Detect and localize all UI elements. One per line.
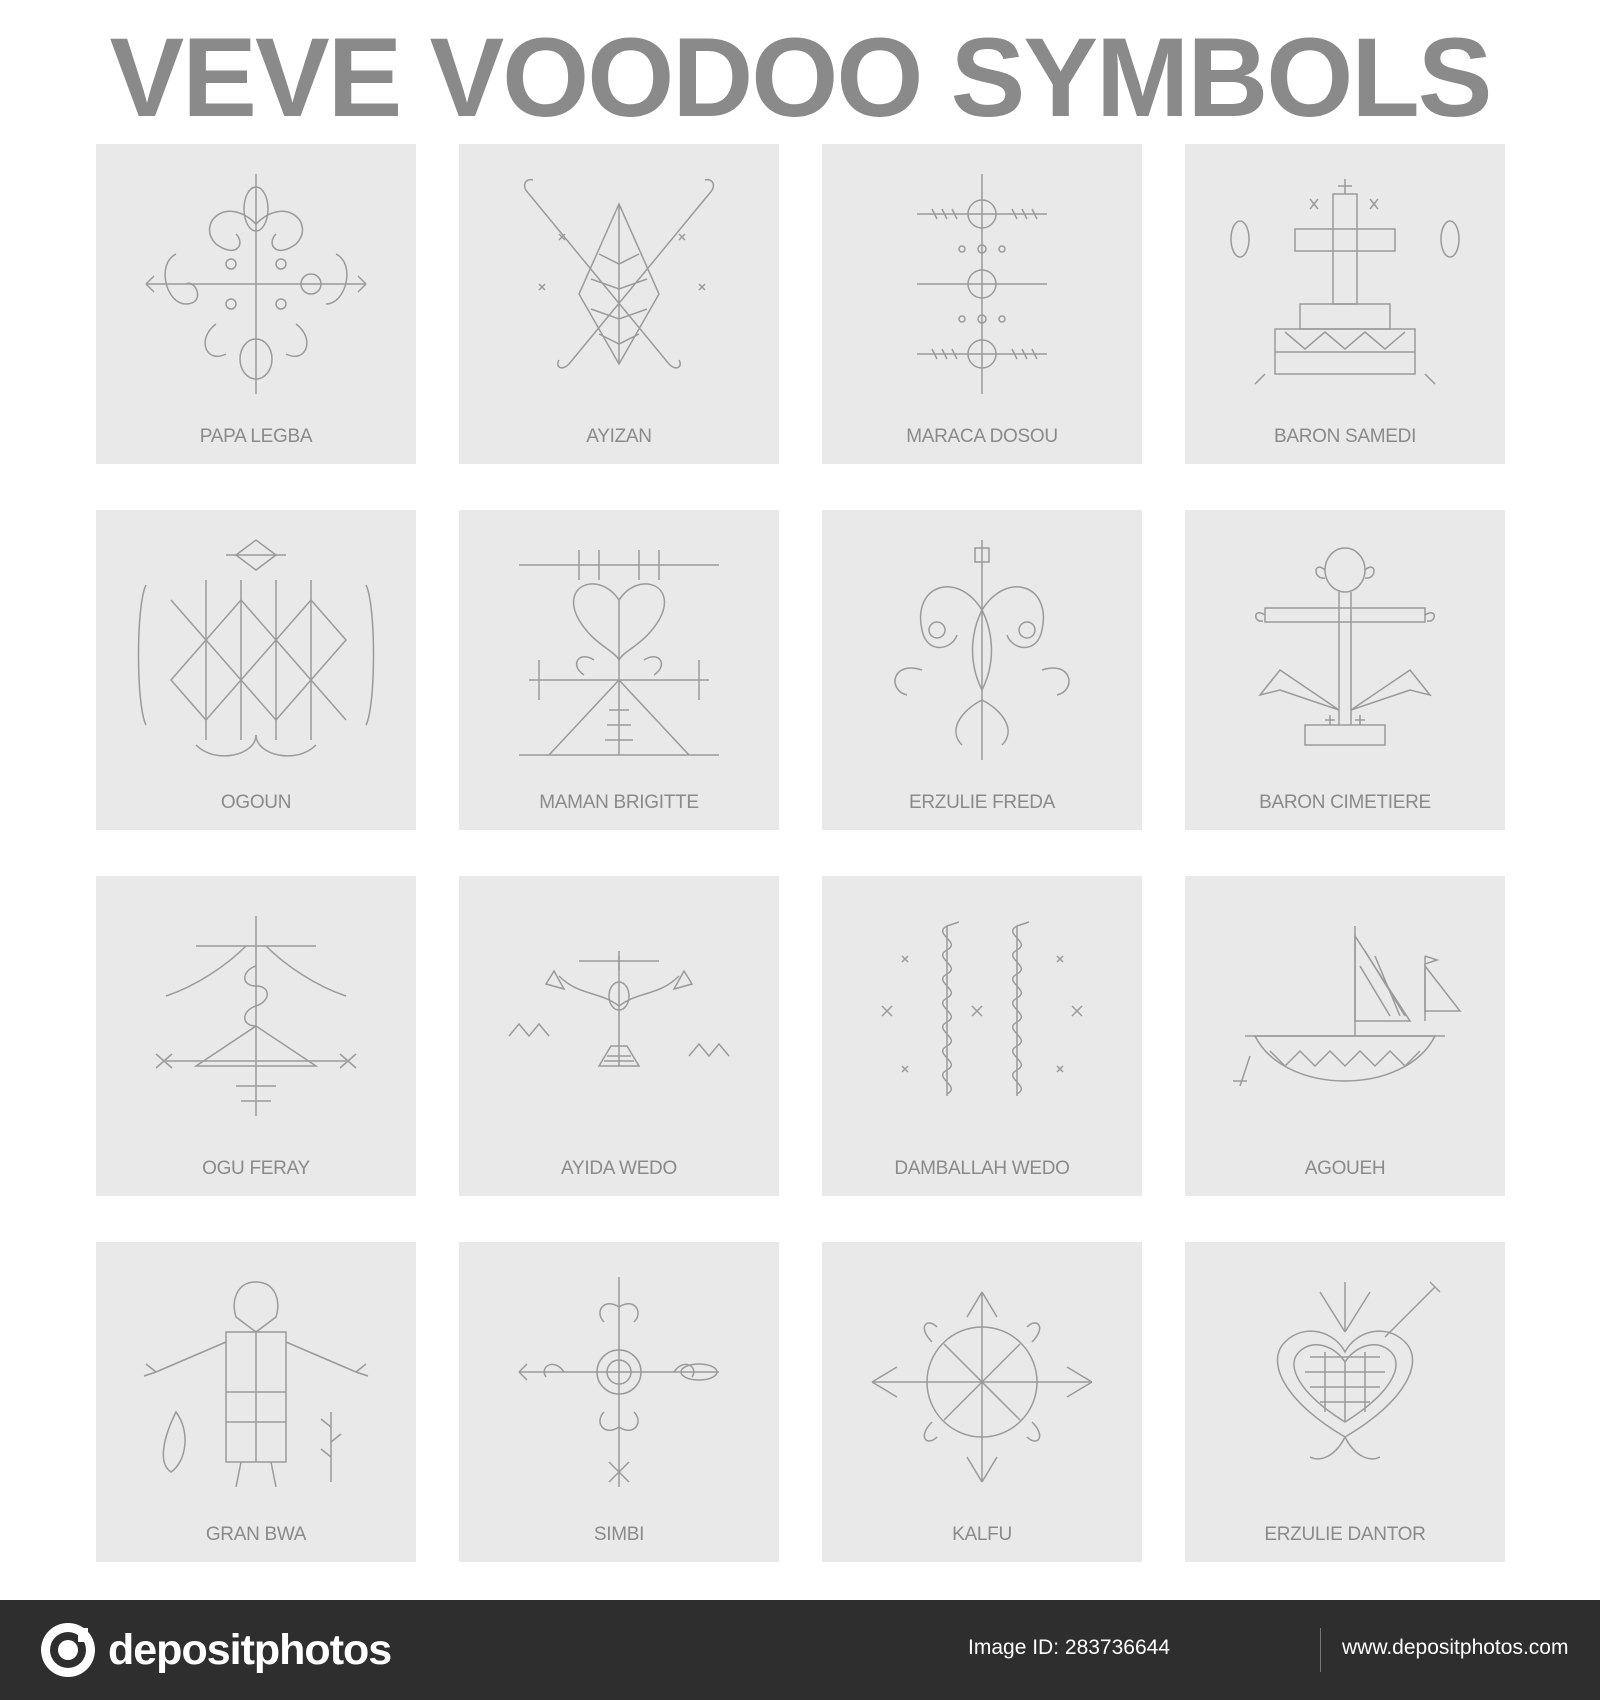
depositphotos-logo-icon bbox=[40, 1622, 96, 1678]
damballah-wedo-veve-icon bbox=[862, 896, 1102, 1136]
erzulie-freda-veve-icon bbox=[862, 530, 1102, 770]
symbol-label: MAMAN BRIGITTE bbox=[539, 792, 699, 813]
symbol-label: KALFU bbox=[952, 1524, 1012, 1545]
symbol-tile[interactable] bbox=[1185, 144, 1505, 464]
symbol-label: SIMBI bbox=[593, 1524, 645, 1545]
papa-legba-veve-icon bbox=[136, 164, 376, 404]
symbol-tile[interactable] bbox=[1185, 1242, 1505, 1562]
page-title: VEVE VOODOO SYMBOLS bbox=[109, 15, 1491, 140]
agoueh-veve-icon bbox=[1225, 896, 1465, 1136]
symbol-tile[interactable] bbox=[1185, 876, 1505, 1196]
symbol-label: AYIDA WEDO bbox=[561, 1158, 677, 1179]
symbol-label: GRAN BWA bbox=[205, 1524, 307, 1545]
symbol-tile[interactable] bbox=[822, 876, 1142, 1196]
symbol-tile[interactable] bbox=[459, 1242, 779, 1562]
symbol-label: ERZULIE FREDA bbox=[908, 792, 1055, 813]
symbol-label: DAMBALLAH WEDO bbox=[894, 1158, 1070, 1179]
symbol-tile[interactable] bbox=[1185, 510, 1505, 830]
symbol-tile[interactable] bbox=[459, 510, 779, 830]
symbol-tile[interactable] bbox=[96, 1242, 416, 1562]
symbol-tile[interactable] bbox=[96, 144, 416, 464]
ayizan-veve-icon bbox=[499, 164, 739, 404]
symbol-tile[interactable] bbox=[96, 510, 416, 830]
symbol-label: OGU FERAY bbox=[202, 1158, 310, 1179]
symbol-label: AGOUEH bbox=[1304, 1158, 1386, 1179]
maraca-dosou-veve-icon bbox=[862, 164, 1102, 404]
symbol-tile[interactable] bbox=[459, 144, 779, 464]
baron-samedi-veve-icon bbox=[1225, 164, 1465, 404]
site-url[interactable]: www.depositphotos.com bbox=[1342, 1636, 1569, 1659]
footer-divider bbox=[1320, 1628, 1321, 1672]
symbol-label: OGOUN bbox=[220, 792, 292, 813]
footer-bar bbox=[0, 1600, 1600, 1700]
symbol-label: ERZULIE DANTOR bbox=[1264, 1524, 1426, 1545]
symbol-tile[interactable] bbox=[459, 876, 779, 1196]
symbol-tile[interactable] bbox=[822, 144, 1142, 464]
kalfu-veve-icon bbox=[862, 1262, 1102, 1502]
ayida-wedo-veve-icon bbox=[499, 896, 739, 1136]
image-id: Image ID: 283736644 bbox=[968, 1636, 1170, 1659]
symbol-label: MARACA DOSOU bbox=[906, 426, 1058, 447]
symbol-grid bbox=[96, 144, 1505, 1562]
symbol-label: PAPA LEGBA bbox=[199, 426, 313, 447]
gran-bwa-veve-icon bbox=[136, 1262, 376, 1502]
baron-cimetiere-veve-icon bbox=[1225, 530, 1465, 770]
ogu-feray-veve-icon bbox=[136, 896, 376, 1136]
symbol-tile[interactable] bbox=[822, 1242, 1142, 1562]
brand-name: depositphotos bbox=[108, 1625, 392, 1674]
ogoun-veve-icon bbox=[136, 530, 376, 770]
erzulie-dantor-veve-icon bbox=[1225, 1262, 1465, 1502]
symbol-label: BARON SAMEDI bbox=[1273, 426, 1417, 447]
symbol-tile[interactable] bbox=[96, 876, 416, 1196]
simbi-veve-icon bbox=[499, 1262, 739, 1502]
symbol-label: AYIZAN bbox=[586, 426, 652, 447]
symbol-tile[interactable] bbox=[822, 510, 1142, 830]
maman-brigitte-veve-icon bbox=[499, 530, 739, 770]
symbol-label: BARON CIMETIERE bbox=[1259, 792, 1431, 813]
brand[interactable] bbox=[40, 1622, 391, 1678]
